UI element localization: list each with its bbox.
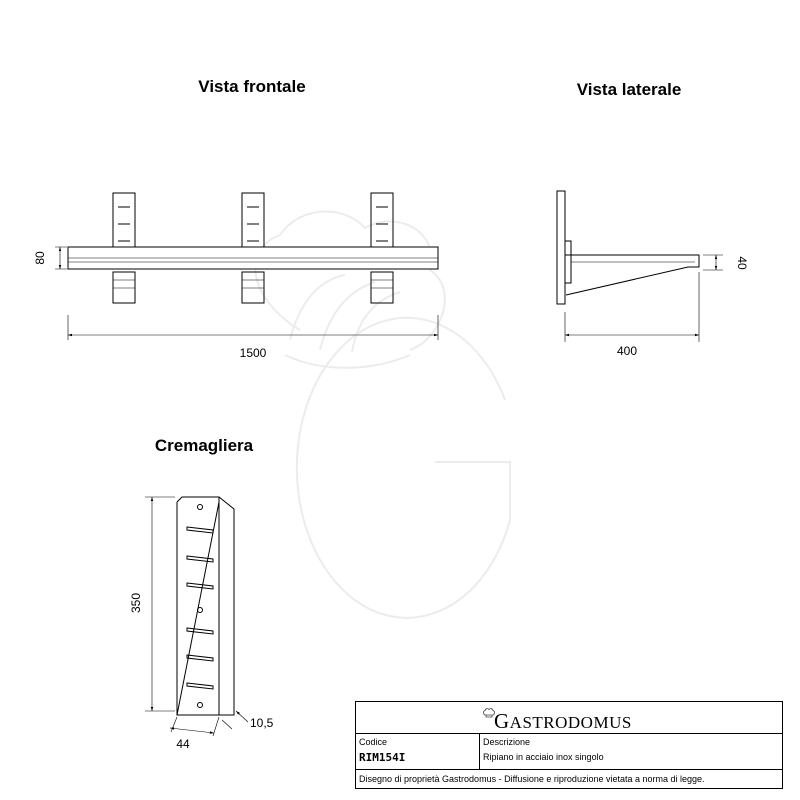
brand-logo	[494, 709, 632, 734]
rack-height-dimension	[129, 497, 175, 711]
rack-width-dimension	[170, 717, 219, 751]
brand-logo-initial: G	[494, 709, 510, 733]
front-height-label: 80	[33, 251, 47, 265]
description-label: Descrizione	[483, 737, 531, 747]
description-cell	[480, 734, 782, 769]
front-height-dimension	[33, 247, 67, 269]
front-length-label: 1500	[239, 346, 267, 360]
side-view-title: Vista laterale	[576, 80, 682, 99]
side-depth-dimension	[565, 272, 699, 358]
rack-thickness-dimension	[222, 711, 274, 730]
side-height-dimension	[703, 255, 749, 270]
title-block-info-row	[356, 734, 782, 770]
description-value: Ripiano in acciaio inox singolo	[483, 752, 604, 762]
copyright-footer: Disegno di proprietà Gastrodomus - Diffusione e riproduzione vietata a norma di legge.	[359, 774, 705, 784]
rack-width-label: 44	[176, 737, 190, 751]
rack-profile	[177, 497, 234, 715]
front-view-title: Vista frontale	[198, 77, 306, 96]
title-block	[355, 701, 783, 789]
side-height-label: 40	[735, 256, 749, 270]
rack-thickness-label: 10,5	[250, 716, 274, 730]
code-cell	[356, 734, 480, 769]
side-view-bracket	[557, 191, 699, 304]
rack-title: Cremagliera	[154, 436, 254, 455]
rack-height-label: 350	[129, 592, 143, 614]
title-block-logo-row	[356, 702, 782, 734]
code-label: Codice	[359, 737, 388, 747]
code-value: RIM154I	[359, 751, 406, 764]
side-depth-label: 400	[616, 344, 638, 358]
front-view-shelf	[68, 193, 438, 303]
brand-logo-rest: ASTRODOMUS	[509, 713, 632, 732]
